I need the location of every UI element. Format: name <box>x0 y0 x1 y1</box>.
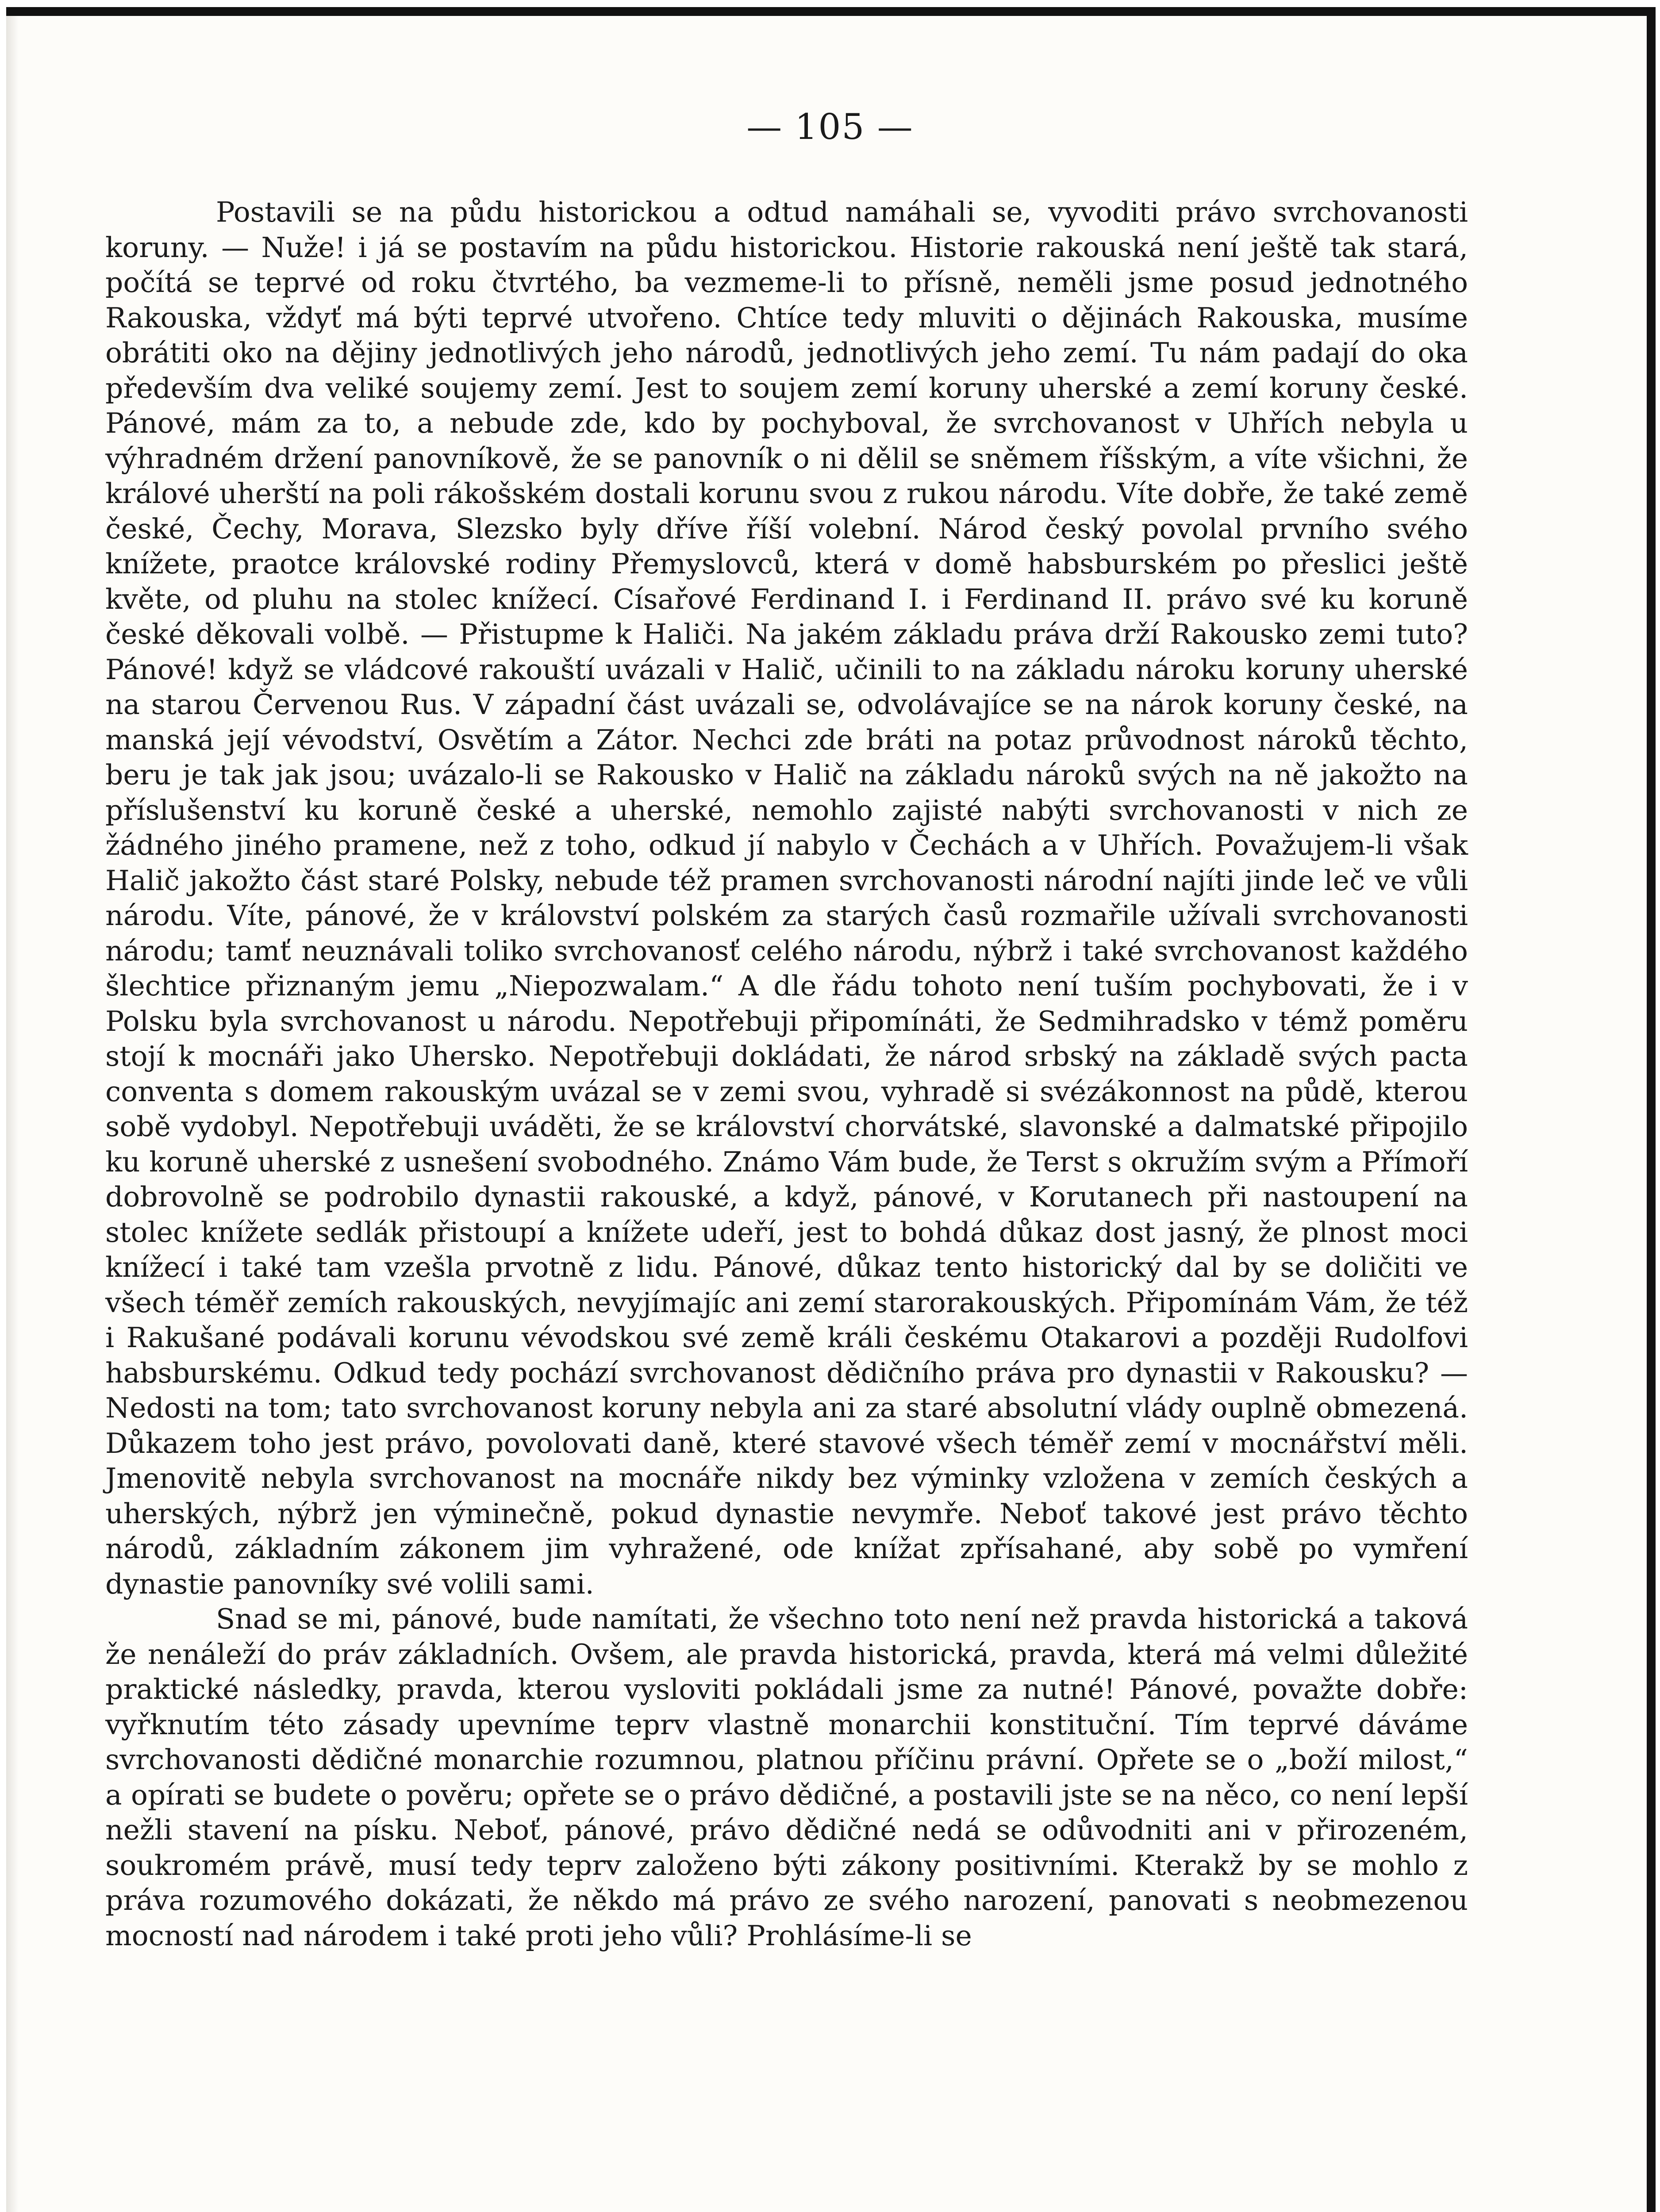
page-number: — 105 — <box>746 106 914 147</box>
paragraph: Postavili se na půdu historickou a odtud namáhali se, vyvoditi právo svrchovanosti koruny. — Nuže! i já se postavím na půdu historickou. Historie rakouská není ještě tak stará, počítá se teprvé od roku čtvrtého, ba vezmeme-li to přísně, neměli jsme posud jednotného Rakouska, vždyť má býti teprvé utvořeno. Chtíce tedy mluviti o dějinách Rakouska, musíme obrátiti oko na dějiny jednotlivých jeho národů, jednotlivých jeho zemí. Tu nám padají do oka především dva veliké soujemy zemí. Jest to soujem zemí koruny uherské a zemí koruny české. Pánové, mám za to, a nebude zde, kdo by pochyboval, že svrchovanost v Uhřích nebyla u výhradném držení panovníkově, že se panovník o ni dělil se sněmem říšským, a víte všichni, že králové uherští na poli rákošském dostali korunu svou z rukou národu. Víte dobře, že také země české, Čechy, Morava, Slezsko byly dříve říší volební. Národ český povolal prvního svého knížete, praotce královské rodiny Přemyslovců, která v domě habsburském po přeslici ještě květe, od pluhu na stolec knížecí. Císařové Ferdinand I. i Ferdinand II. právo své ku koruně české děkovali volbě. — Přistupme k Haliči. Na jakém základu práva drží Rakousko zemi tuto? Pánové! když se vládcové rakouští uvázali v Halič, učinili to na základu nároku koruny uherské na starou Červenou Rus. V západní část uvázali se, odvolávajíce se na nárok koruny české, na manská její vévodství, Osvětím a Zátor. Nechci zde bráti na potaz průvodnost nároků těchto, beru je tak jak jsou; uvázalo-li se Rakousko v Halič na základu nároků svých na ně jakožto na příslušenství ku koruně české a uherské, nemohlo zajisté nabýti svrchovanosti v nich ze žádného jiného pramene, než z toho, odkud jí nabylo v Čechách a v Uhřích. Považujem-li však Halič jakožto část staré Polsky, nebude též pramen svrchovanosti národní najíti jinde leč ve vůli národu. Víte, pánové, že v království polském za starých časů rozmařile užívali svrchovanosti národu; tamť neuznávali toliko svrchovanosť celého národu, nýbrž i také svrchovanost každého šlechtice přiznaným jemu „Niepozwalam.“ A dle řádu tohoto není tuším pochybovati, že i v Polsku byla svrchovanost u národu. Nepotřebuji připomínáti, že Sedmihradsko v témž poměru stojí k mocnáři jako Uhersko. Nepotřebuji dokládati, že národ srbský na základě svých pacta conventa s domem rakouským uvázal se v zemi svou, vyhradě si svézákonnost na půdě, kterou sobě vydobyl. Nepotřebuji uváděti, že se království chorvátské, slavonské a dalmatské připojilo ku koruně uherské z usnešení svobodného. Známo Vám bude, že Terst s okružím svým a Přímoří dobrovolně se podrobilo dynastii rakouské, a když, pánové, v Korutanech při nastoupení na stolec knížete sedlák přistoupí a knížete udeří, jest to bohdá důkaz dost jasný, že plnost moci knížecí i také tam vzešla prvotně z lidu. Pánové, důkaz tento historický dal by se doličiti ve všech téměř zemích rakouských, nevyjímajíc ani zemí starorakouských. Připomínám Vám, že též i Rakušané podávali korunu vévodskou své země králi českému Otakarovi a později Rudolfovi habsburskému. Odkud tedy pochází svrchovanost dědičního práva pro dynastii v Rakousku? — Nedosti na tom; tato svrchovanost koruny nebyla ani za staré absolutní vlády ouplně obmezená. Důkazem toho jest právo, povolovati daně, které stavové všech téměř zemí v mocnářství měli. Jmenovitě nebyla svrchovanost na mocnáře nikdy bez výminky vzložena v zemích českých a uherských, nýbrž jen výminečně, pokud dynastie nevymře. Neboť takové jest právo těchto národů, základním zákonem jim vyhražené, ode knížat zpřísahané, aby sobě po vymření dynastie panovníky své volili sami. <box>105 196 1468 1600</box>
page-edge-shadow <box>6 16 19 2212</box>
paragraph: Snad se mi, pánové, bude namítati, že všechno toto není než pravda historická a taková že nenáleží do práv základních. Ovšem, ale pravda historická, pravda, která má velmi důležité praktické následky, pravda, kterou vysloviti pokládali jsme za nutné! Pánové, považte dobře: vyřknutím této zásady upevníme teprv vlastně monarchii konstituční. Tím teprvé dáváme svrchovanosti dědičné monarchie rozumnou, platnou příčinu právní. Opřete se o „boží milost,“ a opírati se budete o pověru; opřete se o právo dědičné, a postavili jste se na něco, co není lepší nežli stavení na písku. Neboť, pánové, právo dědičné nedá se odůvodniti ani v přirozeném, soukromém právě, musí tedy teprv založeno býti zákony positivními. Kterakž by se mohlo z práva rozumového dokázati, že někdo má právo ze svého narození, panovati s neobmezenou mocností nad národem i také proti jeho vůli? Prohlásíme-li se <box>105 1603 1468 1952</box>
body-text <box>105 195 1468 1953</box>
